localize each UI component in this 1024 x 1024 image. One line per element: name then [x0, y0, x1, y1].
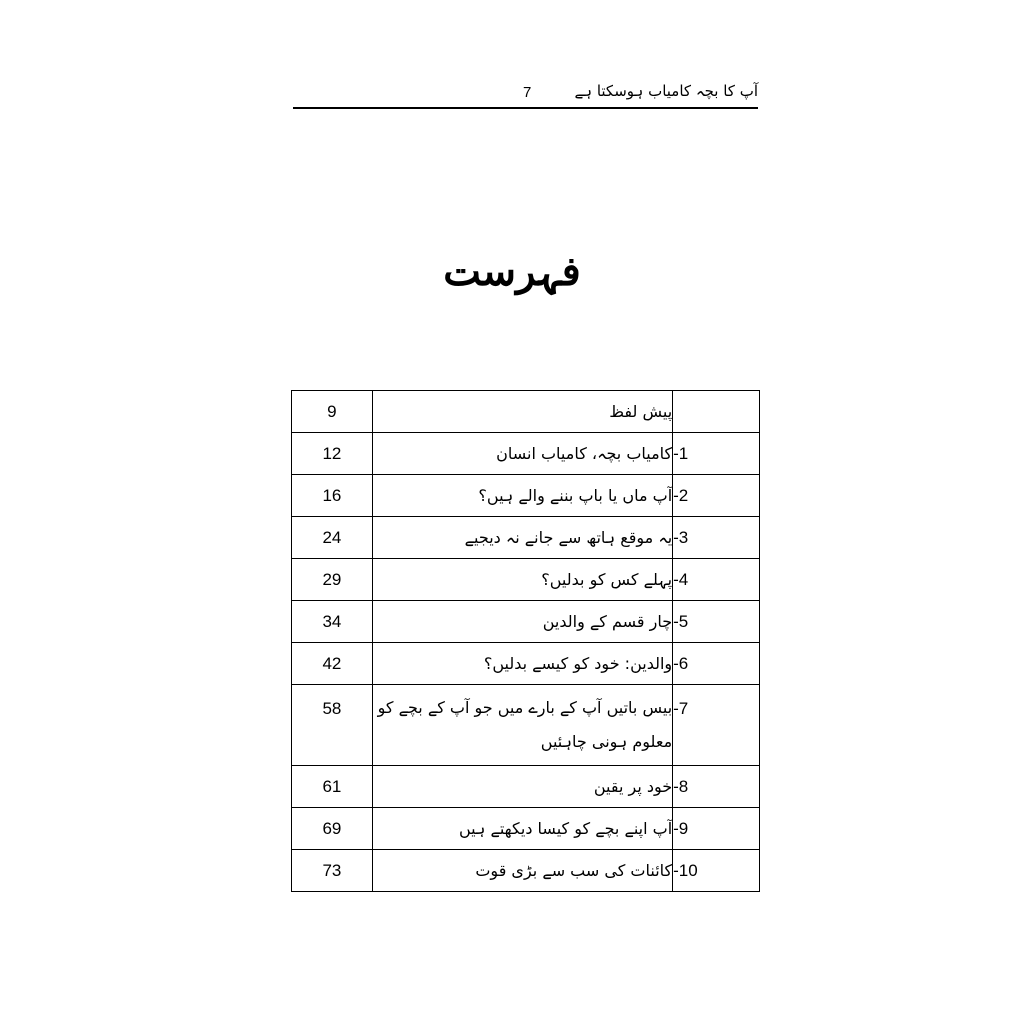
toc-title: کائنات کی سب سے بڑی قوت	[372, 850, 672, 892]
toc-row	[292, 601, 760, 643]
toc-number: -2	[673, 475, 760, 517]
toc-row	[292, 517, 760, 559]
toc-page: 42	[292, 643, 373, 685]
toc-number: -8	[673, 766, 760, 808]
toc-page: 24	[292, 517, 373, 559]
toc-row	[292, 643, 760, 685]
toc-row	[292, 808, 760, 850]
toc-row	[292, 433, 760, 475]
toc-page: 34	[292, 601, 373, 643]
toc-title: آپ ماں یا باپ بننے والے ہیں؟	[372, 475, 672, 517]
toc-number: -7	[673, 685, 760, 766]
toc-page: 29	[292, 559, 373, 601]
page-number: 7	[523, 84, 532, 101]
toc-heading: فہرست	[443, 248, 581, 295]
toc-page: 12	[292, 433, 373, 475]
toc-number: -6	[673, 643, 760, 685]
toc-page: 69	[292, 808, 373, 850]
toc-title: پیش لفظ	[372, 391, 672, 433]
toc-number: -3	[673, 517, 760, 559]
toc-row	[292, 559, 760, 601]
toc-table	[291, 390, 760, 892]
toc-number	[673, 391, 760, 433]
toc-number: -10	[673, 850, 760, 892]
toc-title: چار قسم کے والدین	[372, 601, 672, 643]
toc-title: بیس باتیں آپ کے بارے میں جو آپ کے بچے کو معلوم ہونی چاہئیں	[372, 685, 672, 766]
toc-page: 58	[292, 685, 373, 766]
toc-title: کامیاب بچہ، کامیاب انسان	[372, 433, 672, 475]
toc-title: یہ موقع ہاتھ سے جانے نہ دیجیے	[372, 517, 672, 559]
toc-title: والدین: خود کو کیسے بدلیں؟	[372, 643, 672, 685]
toc-row	[292, 766, 760, 808]
toc-number: -5	[673, 601, 760, 643]
header-rule	[293, 107, 758, 109]
toc-row	[292, 391, 760, 433]
toc-page: 73	[292, 850, 373, 892]
toc-row	[292, 475, 760, 517]
toc-row	[292, 685, 760, 766]
toc-page: 9	[292, 391, 373, 433]
toc-row	[292, 850, 760, 892]
toc-title: آپ اپنے بچے کو کیسا دیکھتے ہیں	[372, 808, 672, 850]
toc-title: پہلے کس کو بدلیں؟	[372, 559, 672, 601]
book-title: آپ کا بچہ کامیاب ہوسکتا ہے	[574, 82, 758, 100]
toc-number: -1	[673, 433, 760, 475]
toc-number: -4	[673, 559, 760, 601]
toc-page: 61	[292, 766, 373, 808]
toc-page: 16	[292, 475, 373, 517]
toc-title: خود پر یقین	[372, 766, 672, 808]
toc-number: -9	[673, 808, 760, 850]
running-header	[293, 78, 758, 108]
